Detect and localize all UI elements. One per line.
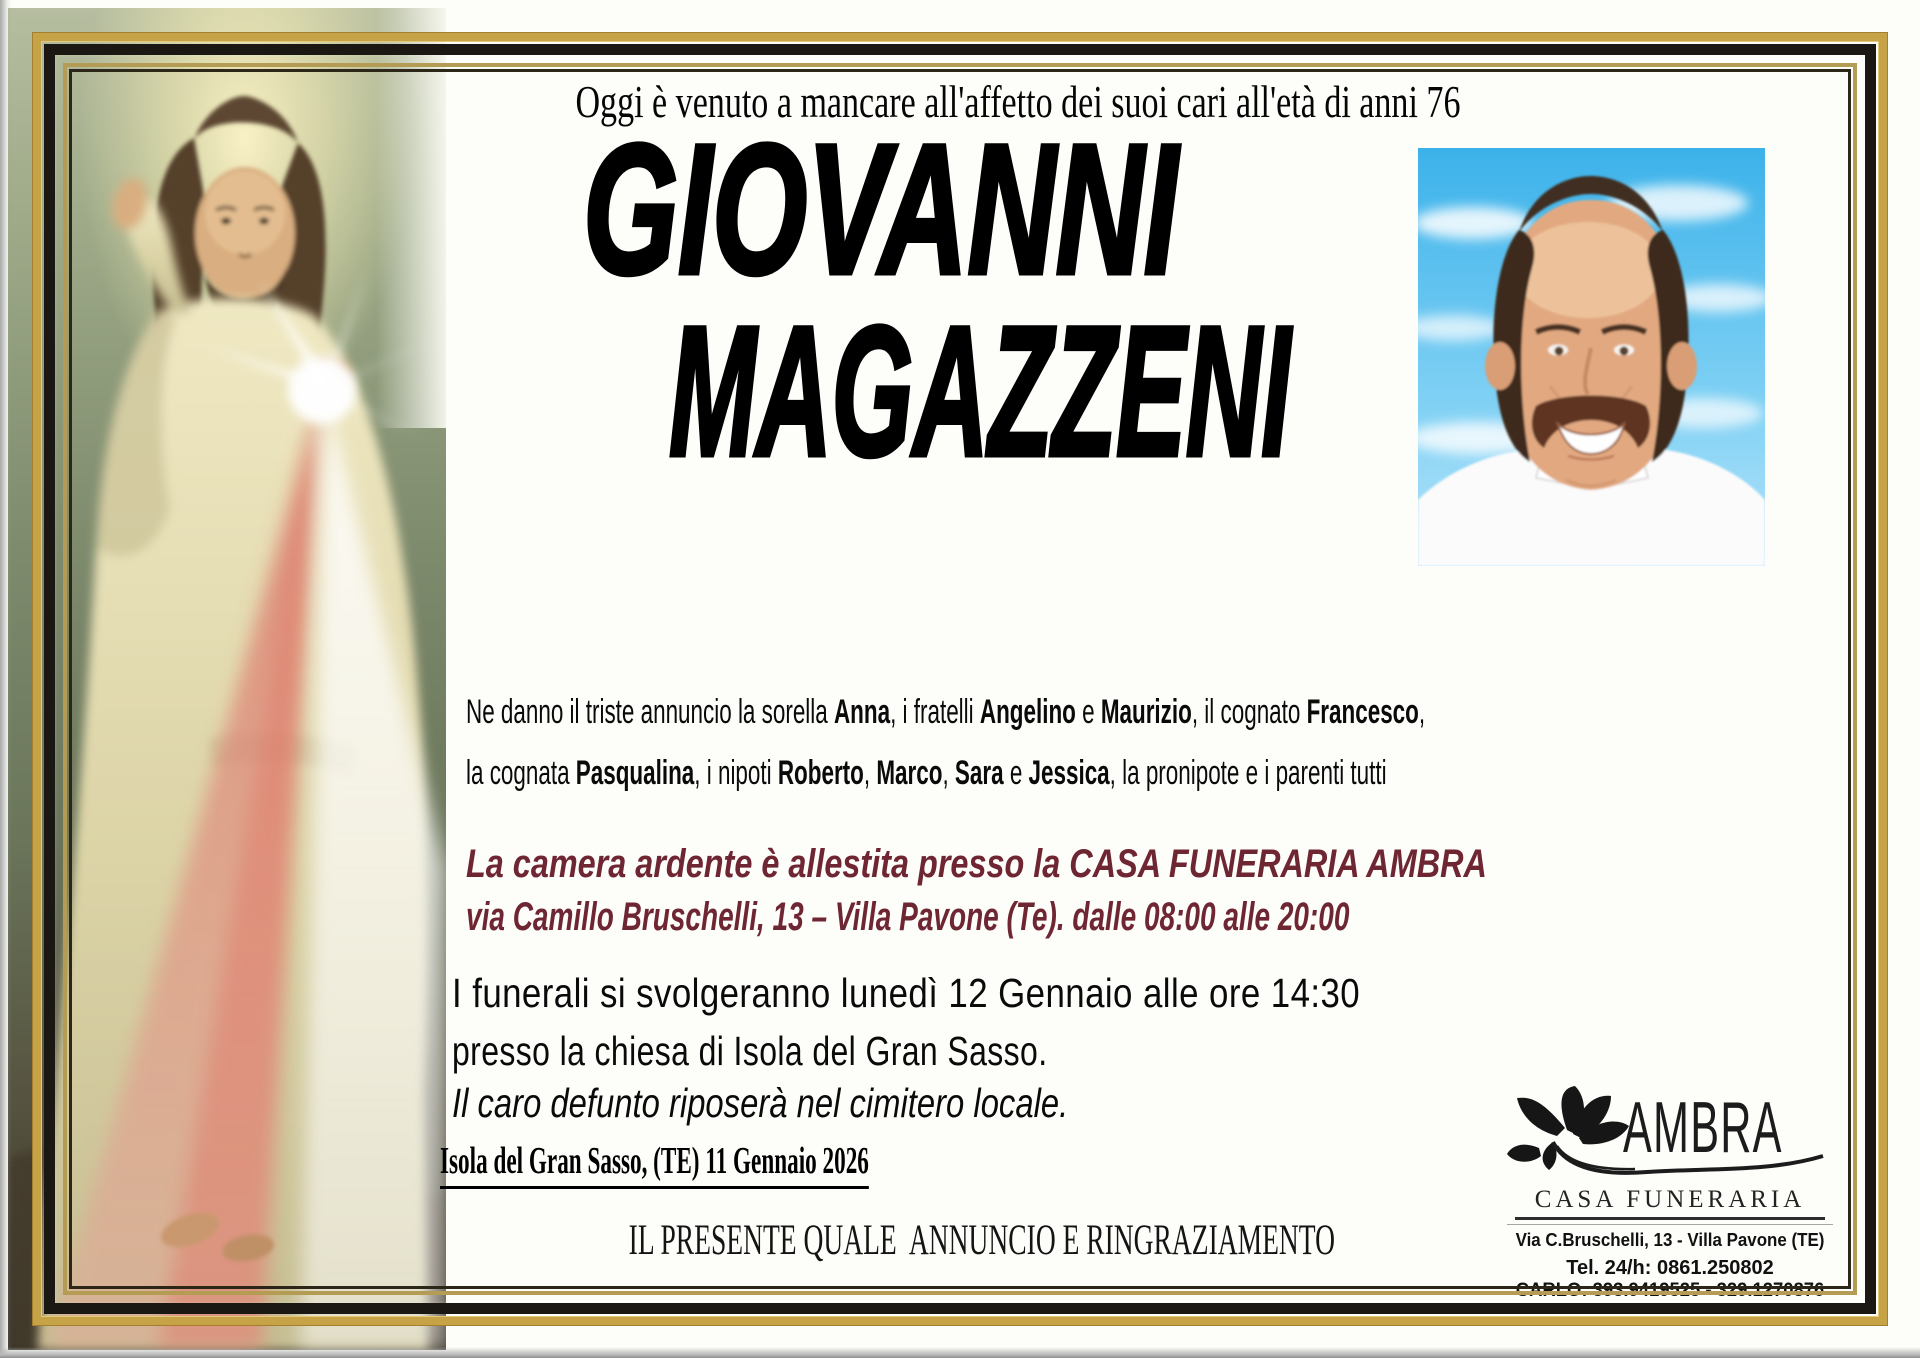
jesus-artwork	[8, 8, 446, 1350]
funeral-home-subtitle: CASA FUNERARIA	[1515, 1186, 1825, 1220]
deceased-first-name: GIOVANNI	[583, 107, 1178, 313]
opening-line-text: Oggi è venuto a mancare all'affetto dei suoi cari all'età di anni 76	[575, 76, 1461, 127]
wake-notice	[466, 838, 1728, 944]
family-announcement	[466, 682, 1919, 804]
funeral-home-name: AMBRA	[1623, 1088, 1783, 1168]
funeral-details-line1: I funerali si svolgeranno lunedì 12 Gennaio alle ore 14:30	[452, 970, 1361, 1016]
funeral-home-phone-carlo: CARLO: 393.9419525 - 329.1270876	[1515, 1280, 1825, 1301]
scan-edge-bottom	[0, 1347, 1920, 1358]
funeral-details-line2: presso la chiesa di Isola del Gran Sasso.	[452, 1028, 1048, 1074]
family-announcement-line2: la cognata Pasqualina, i nipoti Roberto, Marco, Sara e Jessica, la pronipote e i parenti tutti	[466, 754, 1387, 792]
portrait-artwork	[1418, 148, 1765, 566]
divider-line	[1507, 1224, 1833, 1225]
funeral-home-address: Via C.Bruschelli, 13 - Villa Pavone (TE)	[1515, 1230, 1825, 1250]
family-announcement-line1: Ne danno il triste annuncio la sorella Anna, i fratelli Angelino e Maurizio, il cognato Francesco,	[466, 693, 1426, 731]
funeral-home-logo	[1505, 1086, 1835, 1186]
divine-mercy-jesus-image	[8, 8, 446, 1350]
place-date-line: Isola del Gran Sasso, (TE) 11 Gennaio 2026	[440, 1139, 1143, 1189]
funeral-home-block	[1505, 1086, 1835, 1302]
funeral-details	[452, 964, 1520, 1080]
deceased-last-name: MAGAZZENI	[669, 289, 1291, 495]
resting-place-line: Il caro defunto riposerà nel cimitero locale.	[452, 1080, 1069, 1126]
wake-notice-line1: La camera ardente è allestita presso la CASA FUNERARIA AMBRA	[466, 842, 1487, 886]
scan-edge-left	[0, 0, 12, 1358]
wake-notice-line2: via Camillo Bruschelli, 13 – Villa Pavone (Te). dalle 08:00 alle 20:00	[466, 895, 1350, 939]
funeral-home-phone-24h: Tel. 24/h: 0861.250802	[1566, 1257, 1774, 1279]
closing-line: IL PRESENTE QUALE ANNUNCIO E RINGRAZIAMENTO	[628, 1217, 1335, 1264]
deceased-portrait-photo	[1418, 148, 1765, 566]
